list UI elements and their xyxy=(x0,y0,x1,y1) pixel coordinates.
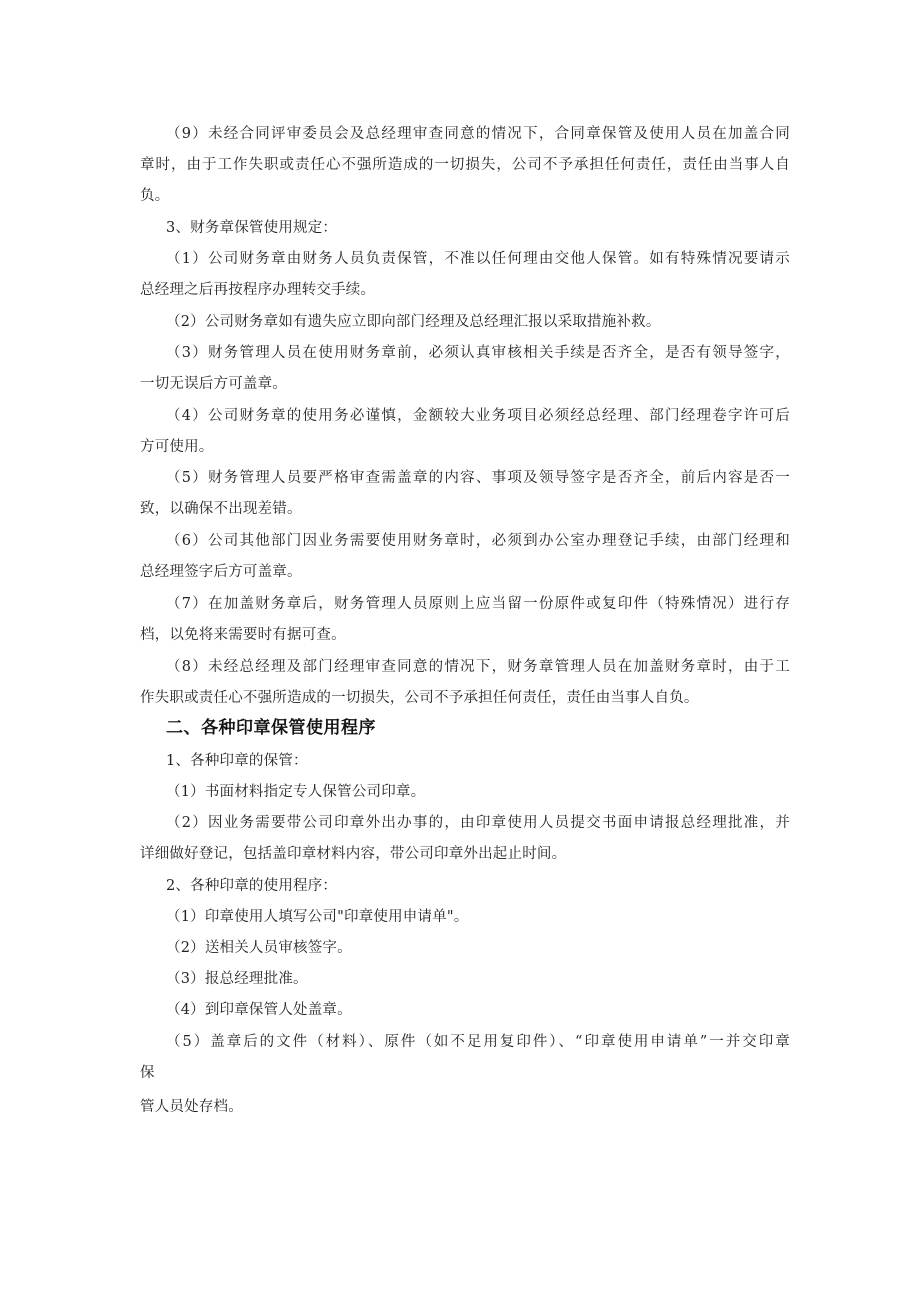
list-item-cont: 方可使用。 xyxy=(140,439,214,455)
list-item-cont: 一切无误后方可盖章。 xyxy=(140,376,287,392)
list-item: （5）盖章后的文件（材料）、原件（如不足用复印件）、“印章使用申请单”一并交印章 xyxy=(166,1034,790,1050)
list-item: （7）在加盖财务章后，财务管理人员原则上应当留一份原件或复印件（特殊情况）进行存 xyxy=(166,596,790,612)
list-item-cont: 致，以确保不出现差错。 xyxy=(140,501,302,517)
section-heading: 二、各种印章保管使用程序 xyxy=(166,718,376,738)
subsection-title: 2、各种印章的使用程序： xyxy=(166,878,338,894)
subsection-title: 3、财务章保管使用规定： xyxy=(166,220,338,236)
subsection-title: 1、各种印章的保管： xyxy=(166,753,308,769)
list-item: （4）公司财务章的使用务必谨慎，金额较大业务项目必须经总经理、部门经理卷字许可后 xyxy=(166,408,790,424)
list-item-cont: 档，以免将来需要时有据可查。 xyxy=(140,627,346,643)
list-item: （2）公司财务章如有遗失应立即向部门经理及总经理汇报以采取措施补救。 xyxy=(166,314,661,330)
list-item: （5）财务管理人员要严格审查需盖章的内容、事项及领导签字是否齐全，前后内容是否一 xyxy=(166,470,790,486)
list-item-cont: 总经理签字后方可盖章。 xyxy=(140,564,302,580)
paragraph-line: 负。 xyxy=(140,188,170,204)
list-item-cont: 总经理之后再按程序办理转交手续。 xyxy=(140,282,376,298)
list-item: （2）因业务需要带公司印章外出办事的，由印章使用人员提交书面申请报总经理批准，并 xyxy=(166,815,790,831)
list-item-cont: 详细做好登记，包括盖印章材料内容，带公司印章外出起止时间。 xyxy=(140,846,567,862)
list-item: （1）印章使用人填写公司"印章使用申请单"。 xyxy=(166,909,469,925)
paragraph-line: 章时，由于工作失职或责任心不强所造成的一切损失，公司不予承担任何责任，责任由当事人自 xyxy=(140,157,790,173)
list-item: （3）财务管理人员在使用财务章前，必须认真审核相关手续是否齐全，是否有领导签字， xyxy=(166,345,790,361)
list-item-cont: 管人员处存档。 xyxy=(140,1099,243,1115)
list-item: （2）送相关人员审核签字。 xyxy=(166,940,352,956)
list-item: （3）报总经理批准。 xyxy=(166,971,308,987)
paragraph-line: （9）未经合同评审委员会及总经理审查同意的情况下，合同章保管及使用人员在加盖合同 xyxy=(166,126,790,142)
list-item: （4）到印章保管人处盖章。 xyxy=(166,1002,352,1018)
list-item: （1）书面材料指定专人保管公司印章。 xyxy=(166,784,426,800)
list-item: （8）未经总经理及部门经理审查同意的情况下，财务章管理人员在加盖财务章时，由于工 xyxy=(166,659,790,675)
list-item: （6）公司其他部门因业务需要使用财务章时，必须到办公室办理登记手续，由部门经理和 xyxy=(166,533,790,549)
list-item-cont: 保 xyxy=(140,1065,155,1081)
list-item: （1）公司财务章由财务人员负责保管，不准以任何理由交他人保管。如有特殊情况要请示 xyxy=(166,251,790,267)
list-item-cont: 作失职或责任心不强所造成的一切损失，公司不予承担任何责任，责任由当事人自负。 xyxy=(140,690,699,706)
